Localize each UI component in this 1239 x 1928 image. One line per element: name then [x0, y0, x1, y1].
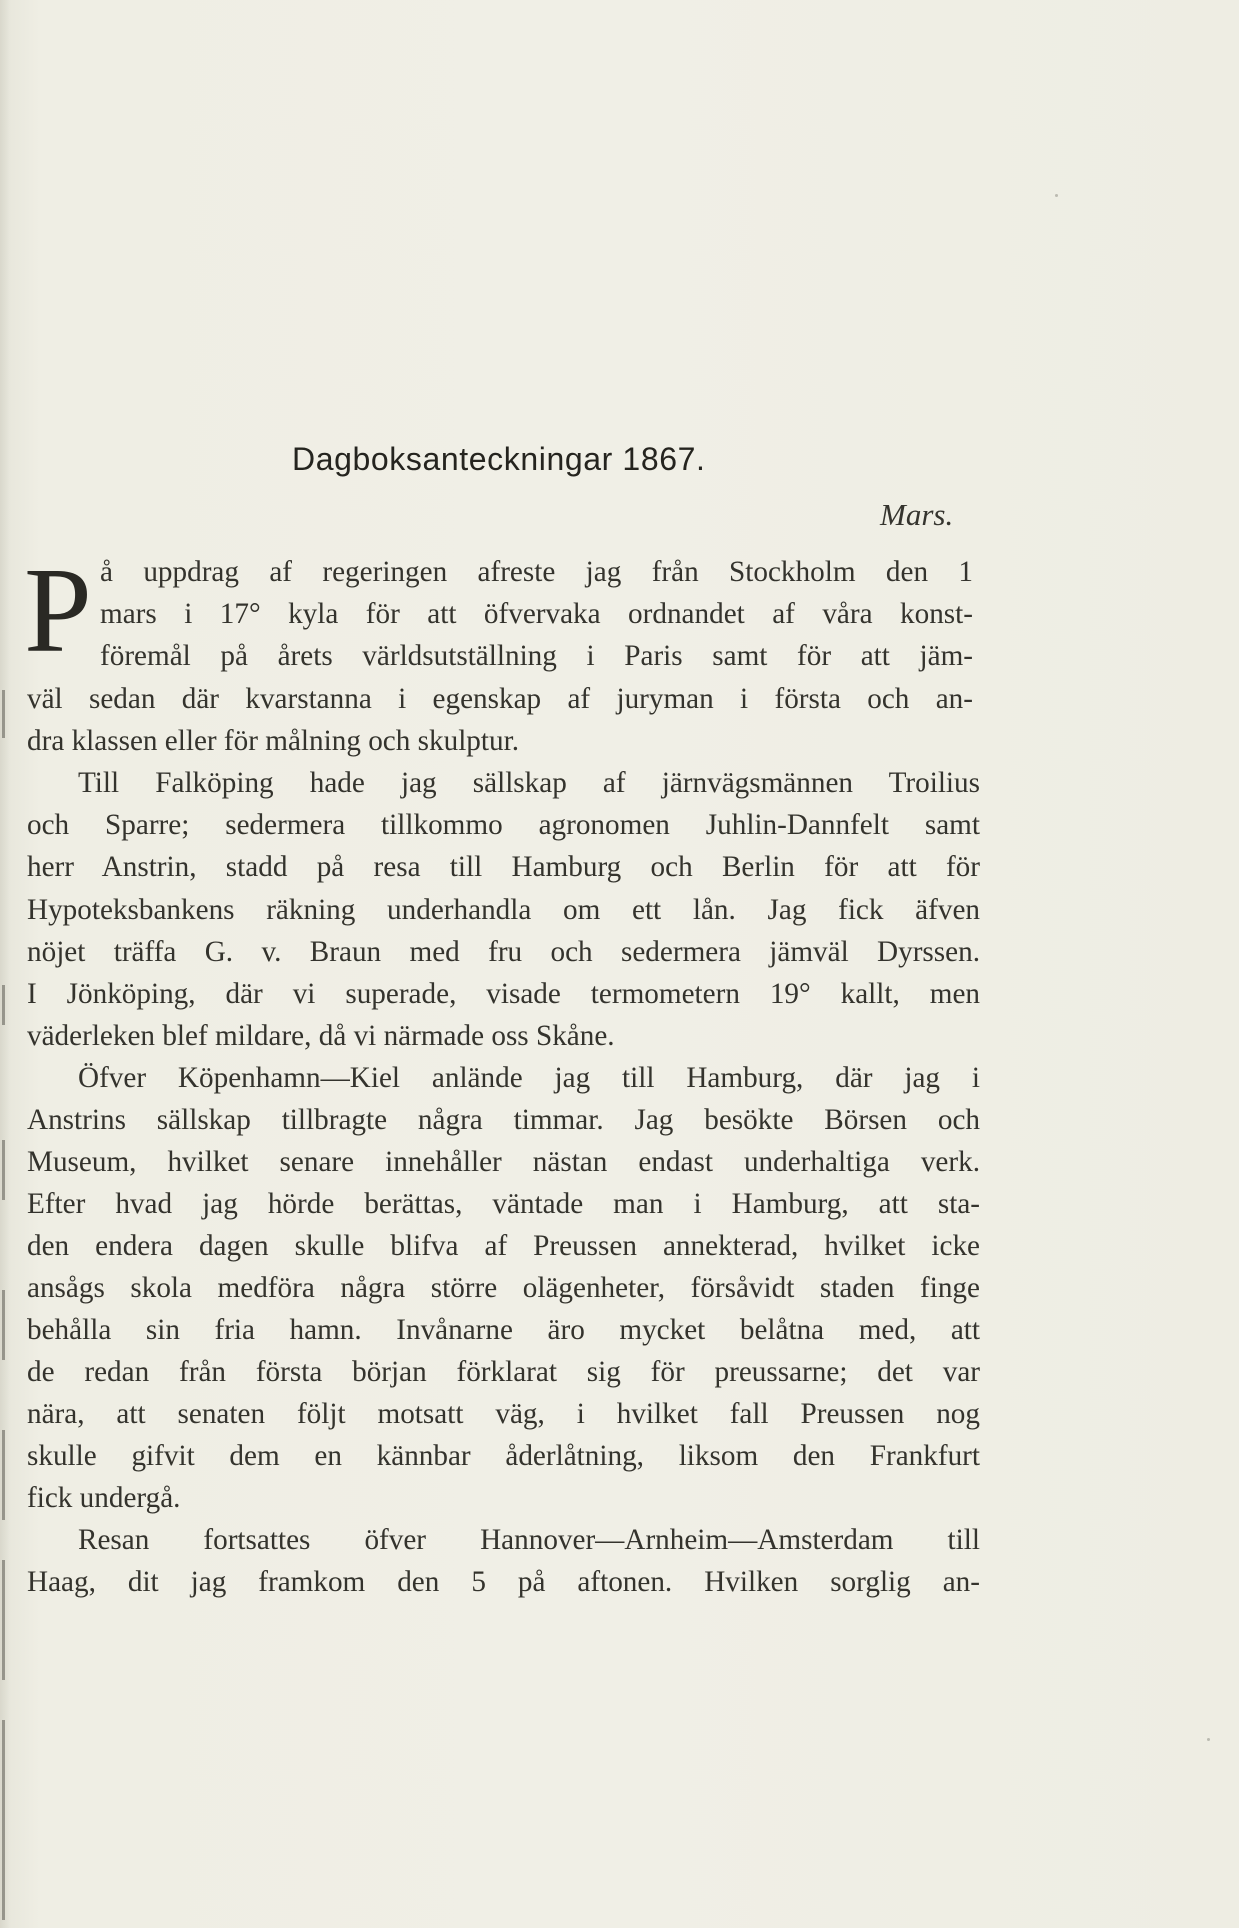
- page-heading: Dagboksanteckningar 1867.: [292, 441, 706, 477]
- gutter-mark: [2, 1290, 5, 1360]
- month-label: Mars.: [880, 497, 954, 532]
- gutter-mark: [2, 1140, 5, 1200]
- paper-speck: [1207, 1738, 1210, 1741]
- text-line: väderleken blef mildare, då vi närmade oss Skåne.: [27, 1020, 615, 1052]
- text-line: nöjet träffa G. v. Braun med fru och sedermera jämväl Dyrssen.: [27, 936, 980, 968]
- text-line: Hypoteksbankens räkning underhandla om ett lån. Jag fick äfven: [27, 894, 980, 926]
- gutter-mark: [2, 1560, 5, 1680]
- text-line: Haag, dit jag framkom den 5 på aftonen. Hvilken sorglig an-: [27, 1566, 980, 1598]
- gutter-mark: [2, 985, 5, 1025]
- text-line: väl sedan där kvarstanna i egenskap af juryman i första och an-: [27, 683, 973, 715]
- text-line: dra klassen eller för målning och skulptur.: [27, 725, 520, 757]
- text-line: Öfver Köpenhamn—Kiel anlände jag till Hamburg, där jag i: [78, 1062, 980, 1094]
- gutter-mark: [2, 1430, 5, 1520]
- text-line: Efter hvad jag hörde berättas, väntade man i Hamburg, att sta-: [27, 1188, 980, 1220]
- text-line: Till Falköping hade jag sällskap af järnvägsmännen Troilius: [78, 767, 980, 799]
- text-line: fick undergå.: [27, 1482, 181, 1514]
- text-line: föremål på årets världsutställning i Paris samt för att jäm-: [100, 640, 973, 672]
- text-line: nära, att senaten följt motsatt väg, i hvilket fall Preussen nog: [27, 1398, 980, 1430]
- text-line: ansågs skola medföra några större olägenheter, försåvidt staden finge: [27, 1272, 980, 1304]
- text-line: den endera dagen skulle blifva af Preussen annekterad, hvilket icke: [27, 1230, 980, 1262]
- text-line: herr Anstrin, stadd på resa till Hamburg och Berlin för att för: [27, 851, 980, 883]
- text-line: I Jönköping, där vi superade, visade termometern 19° kallt, men: [27, 978, 980, 1010]
- text-line: skulle gifvit dem en kännbar åderlåtning, liksom den Frankfurt: [27, 1440, 980, 1472]
- text-line: Anstrins sällskap tillbragte några timmar. Jag besökte Börsen och: [27, 1104, 980, 1136]
- text-line: och Sparre; sedermera tillkommo agronomen Juhlin-Dannfelt samt: [27, 809, 980, 841]
- text-line: Resan fortsattes öfver Hannover—Arnheim—Amsterdam till: [78, 1524, 980, 1556]
- drop-cap: P: [24, 543, 92, 678]
- paper-speck: [1055, 194, 1058, 197]
- text-line: behålla sin fria hamn. Invånarne äro mycket belåtna med, att: [27, 1314, 980, 1346]
- text-line: mars i 17° kyla för att öfvervaka ordnandet af våra konst-: [100, 598, 973, 630]
- gutter-mark: [2, 690, 5, 738]
- text-line: å uppdrag af regeringen afreste jag från Stockholm den 1: [100, 556, 973, 588]
- gutter-mark: [2, 1720, 5, 1920]
- text-line: Museum, hvilket senare innehåller nästan endast underhaltiga verk.: [27, 1146, 980, 1178]
- text-line: de redan från första början förklarat sig för preussarne; det var: [27, 1356, 980, 1388]
